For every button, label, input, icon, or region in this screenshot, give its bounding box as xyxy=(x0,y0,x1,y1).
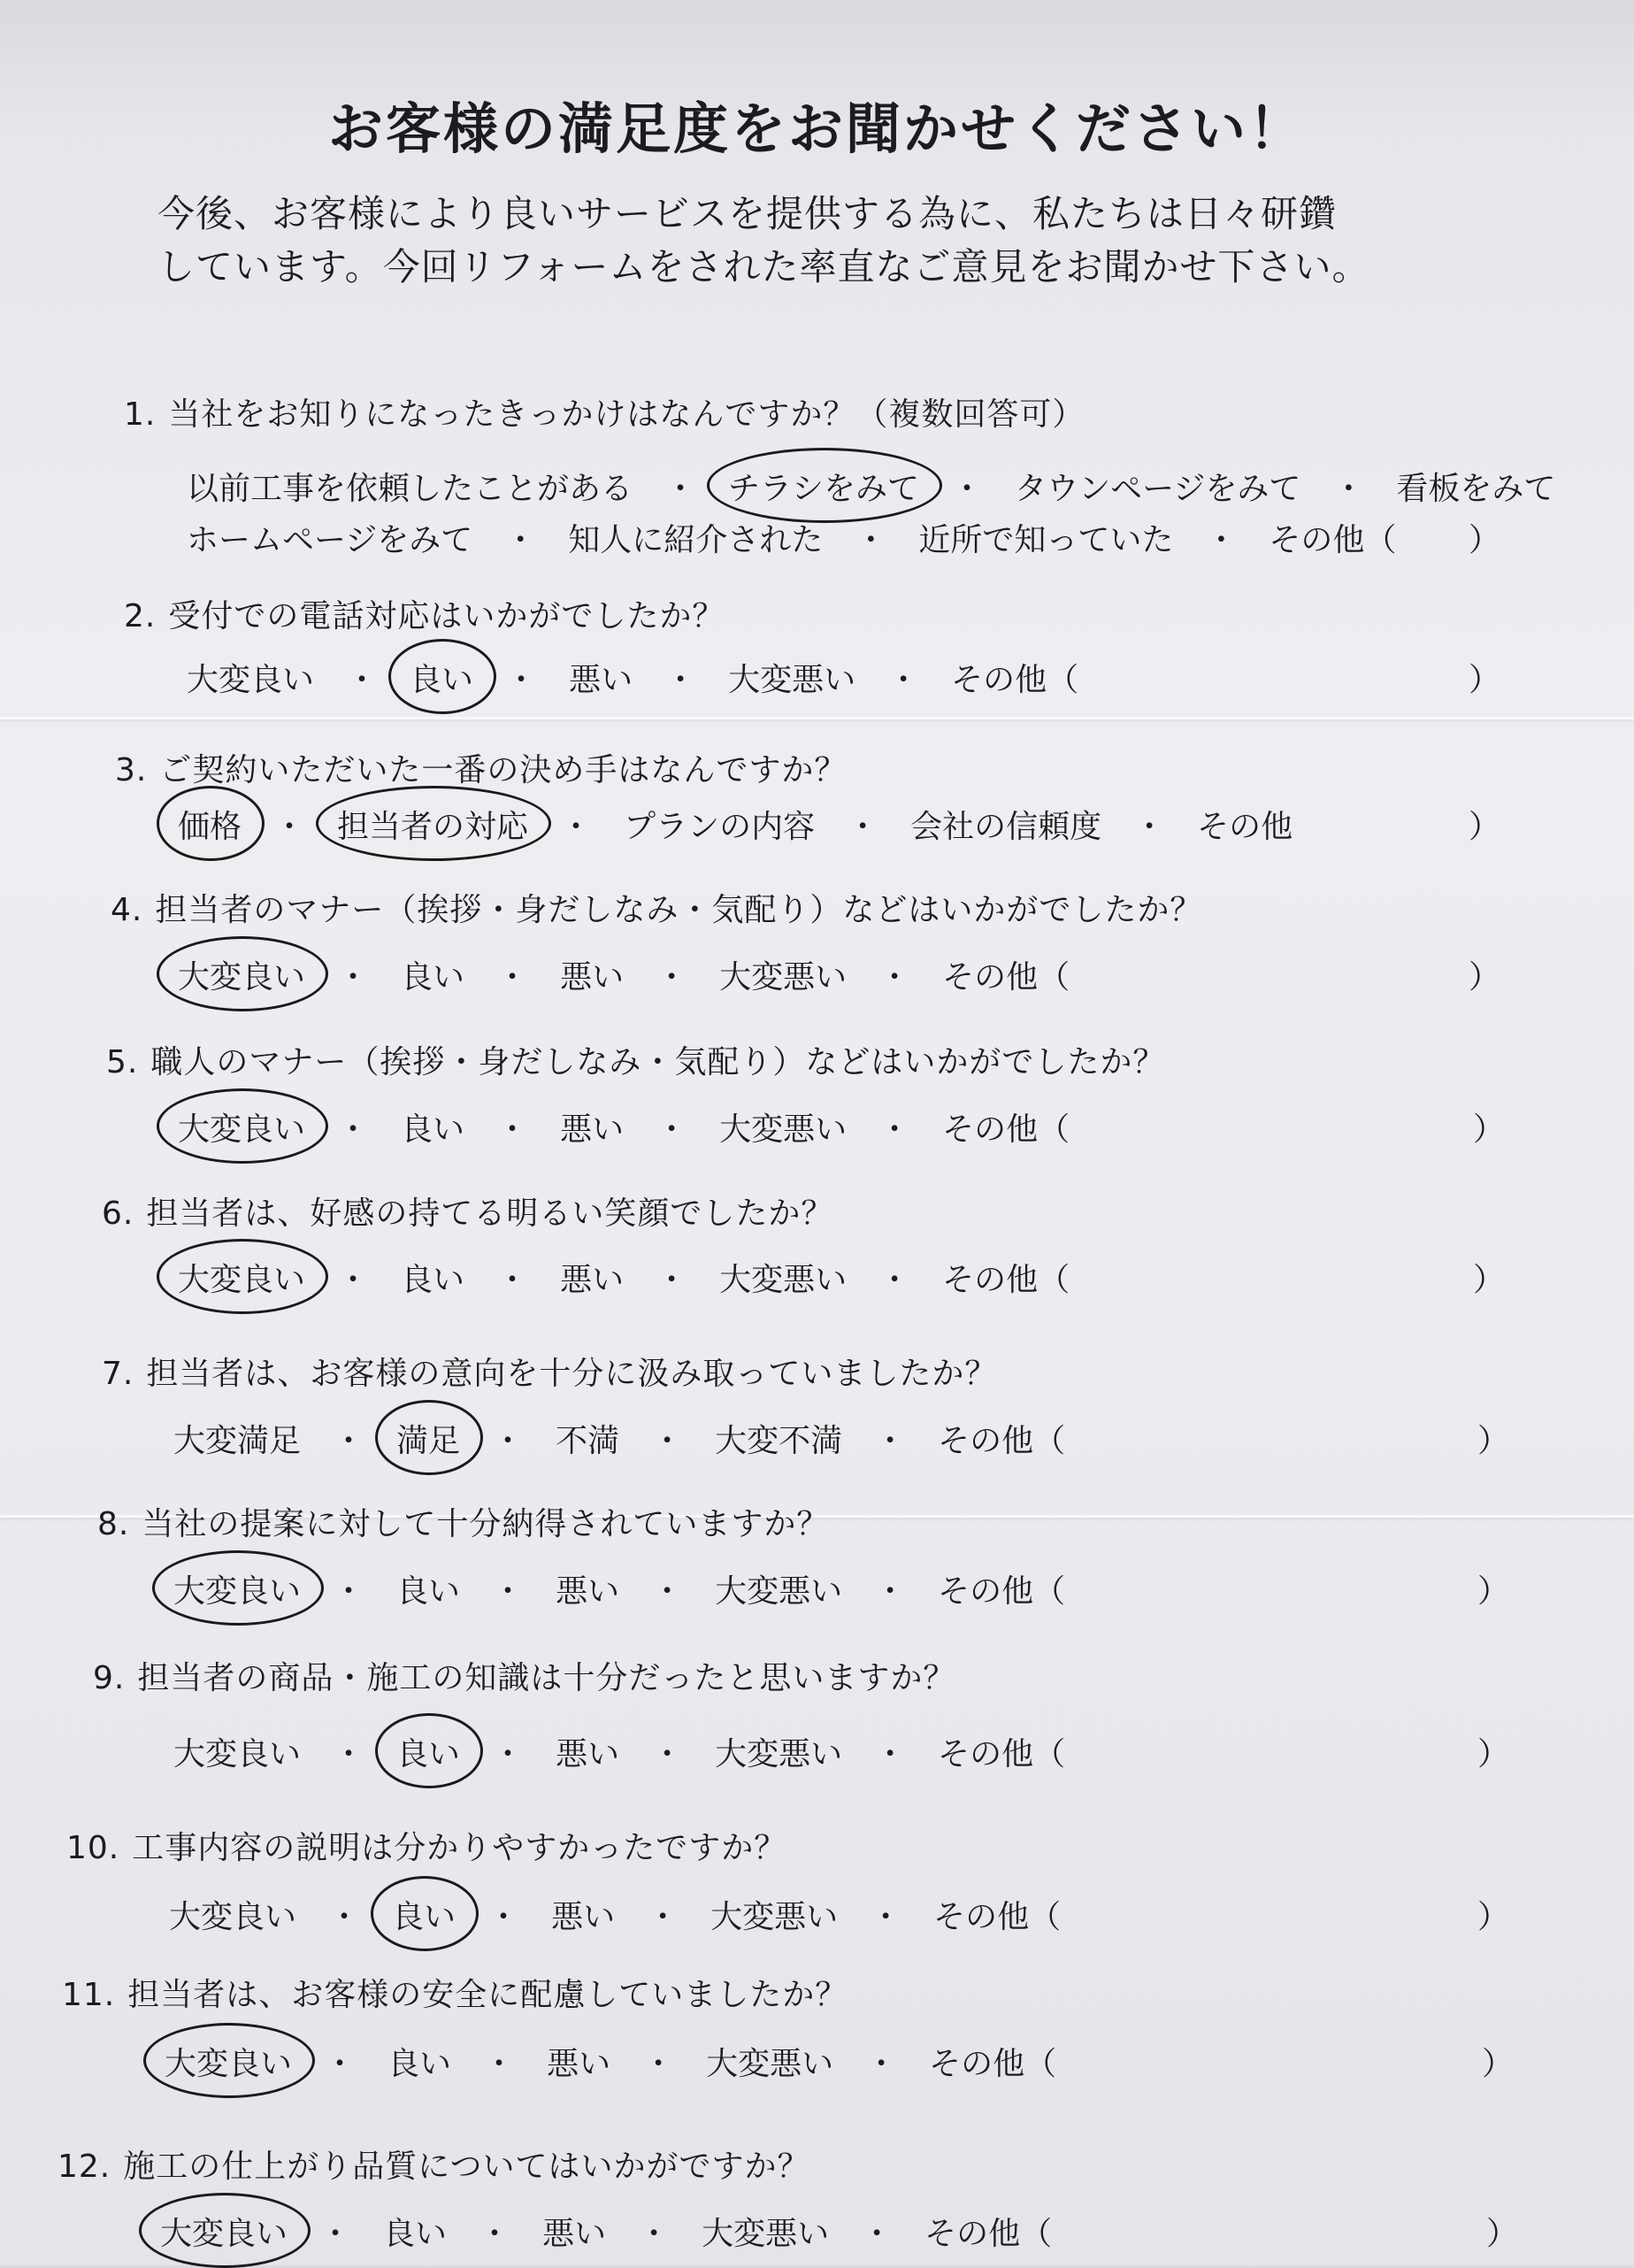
question-text: 当社の提案に対して十分納得されていますか？ xyxy=(142,1506,830,1542)
option-separator: ・ xyxy=(887,662,920,698)
option-separator: ・ xyxy=(504,522,537,558)
option-separator: ・ xyxy=(505,662,538,698)
answer-option[interactable]: 悪い xyxy=(556,1736,620,1772)
option-separator: ・ xyxy=(479,2216,511,2252)
question-text: 担当者は、好感の持てる明るい笑顔でしたか？ xyxy=(146,1196,834,1232)
question-6 xyxy=(102,1188,833,1234)
answer-option[interactable]: 大変悪い xyxy=(719,1262,848,1298)
answer-option-selected[interactable]: 大変良い xyxy=(168,1563,306,1615)
answer-option[interactable]: 大変悪い xyxy=(710,1899,839,1935)
option-separator: ・ xyxy=(333,1736,365,1772)
option-separator: ・ xyxy=(273,809,306,845)
question-3 xyxy=(115,745,847,790)
question-number: 11. xyxy=(62,1977,116,2013)
other-close-paren: ） xyxy=(1477,1899,1510,1935)
answer-option[interactable]: 悪い xyxy=(569,662,633,698)
answer-option[interactable]: 会社の信頼度 xyxy=(910,809,1102,845)
option-separator: ・ xyxy=(861,2216,894,2252)
answer-options-row xyxy=(173,1101,1075,1153)
question-number: 9. xyxy=(93,1660,126,1696)
answer-option-selected[interactable]: 大変良い xyxy=(173,1251,311,1303)
answer-option[interactable]: 大変悪い xyxy=(715,1573,843,1610)
answer-option[interactable]: 大変悪い xyxy=(702,2216,830,2252)
option-separator: ・ xyxy=(337,959,370,996)
answer-option[interactable]: 悪い xyxy=(542,2216,607,2252)
question-text: 担当者のマナー（挨拶・身だしなみ・気配り）などはいかがでしたか？ xyxy=(155,892,1203,928)
option-separator: ・ xyxy=(1332,471,1365,507)
answer-option[interactable]: その他（ xyxy=(942,1262,1070,1298)
option-separator: ・ xyxy=(874,1423,907,1459)
answer-option[interactable]: 悪い xyxy=(560,1262,625,1298)
other-close-paren: ） xyxy=(1469,959,1501,996)
option-separator: ・ xyxy=(346,662,379,698)
answer-option[interactable]: 大変良い xyxy=(187,662,315,698)
question-text: 担当者は、お客様の意向を十分に汲み取っていましたか？ xyxy=(146,1356,998,1392)
answer-option[interactable]: 良い xyxy=(401,959,465,996)
question-number: 2. xyxy=(124,598,157,634)
answer-option[interactable]: 近所で知っていた xyxy=(918,522,1174,558)
answer-option[interactable]: その他（ xyxy=(1269,522,1397,558)
option-separator: ・ xyxy=(865,2046,898,2082)
answer-option[interactable]: その他（ xyxy=(938,1573,1066,1610)
question-number: 5. xyxy=(106,1044,139,1080)
answer-option[interactable]: 大変悪い xyxy=(728,662,856,698)
answer-option-selected[interactable]: 価格 xyxy=(173,798,247,850)
answer-options-row xyxy=(173,1251,1075,1303)
question-2 xyxy=(124,591,725,636)
question-text: 受付での電話対応はいかがでしたか？ xyxy=(168,598,725,634)
answer-options-row xyxy=(159,2035,1062,2087)
option-separator: ・ xyxy=(1205,522,1238,558)
answer-options-row xyxy=(168,1726,1070,1778)
option-separator: ・ xyxy=(847,809,879,845)
paper-fold-line xyxy=(0,717,1634,719)
other-close-paren: ） xyxy=(1469,662,1501,698)
answer-option[interactable]: その他（ xyxy=(942,1111,1070,1148)
question-text: 工事内容の説明は分かりやすかったですか？ xyxy=(132,1830,787,1866)
option-separator: ・ xyxy=(874,1573,907,1610)
option-separator: ・ xyxy=(855,522,887,558)
answer-option[interactable]: 良い xyxy=(383,2216,448,2252)
answer-option-selected[interactable]: 担当者の対応 xyxy=(332,798,533,850)
question-number: 7. xyxy=(102,1356,134,1392)
option-separator: ・ xyxy=(878,1262,911,1298)
question-number: 10. xyxy=(66,1830,120,1866)
other-close-paren: ） xyxy=(1486,2216,1519,2252)
other-close-paren: ） xyxy=(1473,1262,1506,1298)
option-separator: ・ xyxy=(656,1111,688,1148)
option-separator: ・ xyxy=(656,959,688,996)
answer-option[interactable]: 良い xyxy=(401,1262,465,1298)
option-separator: ・ xyxy=(656,1262,688,1298)
question-11 xyxy=(62,1970,848,2015)
option-separator: ・ xyxy=(651,1736,684,1772)
other-close-paren: ） xyxy=(1473,1111,1506,1148)
option-separator: ・ xyxy=(651,1573,684,1610)
answer-option-selected[interactable]: チラシをみて xyxy=(723,460,924,512)
answer-option-selected[interactable]: 大変良い xyxy=(173,1101,311,1153)
question-number: 4. xyxy=(111,892,143,928)
option-separator: ・ xyxy=(664,471,697,507)
answer-option[interactable]: 良い xyxy=(387,2046,452,2082)
option-separator: ・ xyxy=(496,1111,529,1148)
question-text: 担当者は、お客様の安全に配慮していましたか？ xyxy=(127,1977,848,2013)
answer-options-row xyxy=(164,1888,1066,1941)
answer-option[interactable]: その他（ xyxy=(924,2216,1053,2252)
option-separator: ・ xyxy=(638,2216,671,2252)
option-separator: ・ xyxy=(333,1573,365,1610)
option-separator: ・ xyxy=(337,1262,370,1298)
answer-option[interactable]: その他（ xyxy=(933,1899,1062,1935)
answer-options-row xyxy=(155,2205,1057,2257)
answer-option[interactable]: 良い xyxy=(396,1573,461,1610)
answer-option[interactable]: 良い xyxy=(401,1111,465,1148)
option-separator: ・ xyxy=(496,1262,529,1298)
answer-option[interactable]: 大変満足 xyxy=(173,1423,302,1459)
option-separator: ・ xyxy=(328,1899,361,1935)
question-text: 担当者の商品・施工の知識は十分だったと思いますか？ xyxy=(137,1660,956,1696)
option-separator: ・ xyxy=(337,1111,370,1148)
question-1 xyxy=(124,389,1085,434)
option-separator: ・ xyxy=(1133,809,1166,845)
answer-option[interactable]: 悪い xyxy=(560,959,625,996)
option-separator: ・ xyxy=(492,1573,525,1610)
answer-option[interactable]: その他（ xyxy=(929,2046,1057,2082)
answer-option-selected[interactable]: 大変良い xyxy=(155,2205,293,2257)
option-separator: ・ xyxy=(483,2046,516,2082)
option-separator: ・ xyxy=(324,2046,357,2082)
answer-option[interactable]: タウンページをみて xyxy=(1015,471,1301,507)
answer-option[interactable]: その他（ xyxy=(942,959,1070,996)
page-title: お客様の満足度をお聞かせください！ xyxy=(327,96,1306,161)
answer-option[interactable]: その他（ xyxy=(938,1736,1066,1772)
other-close-paren: ） xyxy=(1477,1736,1510,1772)
answer-option[interactable]: 大変良い xyxy=(173,1736,302,1772)
answer-option-selected[interactable]: 良い xyxy=(391,1726,465,1778)
answer-options-row xyxy=(181,460,1561,512)
answer-option[interactable]: 大変悪い xyxy=(715,1736,843,1772)
answer-option[interactable]: その他（ xyxy=(951,662,1079,698)
answer-option-selected[interactable]: 大変良い xyxy=(159,2035,297,2087)
answer-option[interactable]: 大変悪い xyxy=(706,2046,834,2082)
option-separator: ・ xyxy=(951,471,984,507)
answer-option[interactable]: 以前工事を依頼したことがある xyxy=(187,471,633,507)
other-close-paren: ） xyxy=(1477,1423,1510,1459)
answer-option[interactable]: 悪い xyxy=(547,2046,611,2082)
answer-options-row xyxy=(181,511,1401,564)
question-number: 1. xyxy=(124,396,157,433)
answer-option[interactable]: 大変悪い xyxy=(719,1111,848,1148)
option-separator: ・ xyxy=(560,809,593,845)
option-separator: ・ xyxy=(647,1899,679,1935)
answer-option[interactable]: 不満 xyxy=(556,1423,620,1459)
option-separator: ・ xyxy=(651,1423,684,1459)
option-separator: ・ xyxy=(664,662,697,698)
question-7 xyxy=(102,1349,997,1394)
option-separator: ・ xyxy=(487,1899,520,1935)
option-separator: ・ xyxy=(333,1423,365,1459)
option-separator: ・ xyxy=(878,959,911,996)
intro-line: 今後、お客様により良いサービスを提供する為に、私たちは日々研鑽 xyxy=(157,192,1338,235)
question-text: 当社をお知りになったきっかけはなんですか？（複数回答可） xyxy=(168,396,1085,433)
question-number: 8. xyxy=(97,1506,130,1542)
option-separator: ・ xyxy=(874,1736,907,1772)
other-close-paren: ） xyxy=(1482,2046,1515,2082)
other-close-paren: ） xyxy=(1469,809,1501,845)
answer-option[interactable]: 大変悪い xyxy=(719,959,848,996)
answer-option[interactable]: その他（ xyxy=(938,1423,1066,1459)
answer-option-selected[interactable]: 満足 xyxy=(391,1412,465,1465)
question-5 xyxy=(106,1037,1165,1082)
answer-option[interactable]: プランの内容 xyxy=(624,809,816,845)
option-separator: ・ xyxy=(878,1111,911,1148)
question-text: ご契約いただいた一番の決め手はなんですか？ xyxy=(159,752,848,788)
question-4 xyxy=(111,885,1202,930)
option-separator: ・ xyxy=(492,1736,525,1772)
answer-option[interactable]: ホームページをみて xyxy=(187,522,473,558)
answer-options-row xyxy=(173,798,1298,850)
option-separator: ・ xyxy=(496,959,529,996)
other-close-paren: ） xyxy=(1477,1573,1510,1610)
question-10 xyxy=(66,1823,786,1868)
answer-option-selected[interactable]: 良い xyxy=(387,1888,461,1941)
intro-text xyxy=(157,188,1538,294)
answer-option[interactable]: 大変不満 xyxy=(715,1423,843,1459)
question-9 xyxy=(93,1653,955,1698)
answer-option-selected[interactable]: 良い xyxy=(404,651,479,703)
answer-option[interactable]: 大変良い xyxy=(169,1899,297,1935)
other-close-paren: ） xyxy=(1469,522,1501,558)
question-text: 職人のマナー（挨拶・身だしなみ・気配り）などはいかがでしたか？ xyxy=(150,1044,1166,1080)
option-separator: ・ xyxy=(870,1899,902,1935)
answer-options-row xyxy=(181,651,1084,703)
answer-option-selected[interactable]: 大変良い xyxy=(173,949,311,1001)
answer-options-row xyxy=(168,1563,1070,1615)
answer-option[interactable]: その他 xyxy=(1197,809,1293,845)
question-text: 施工の仕上がり品質についてはいかがですか？ xyxy=(123,2149,810,2185)
answer-options-row xyxy=(173,949,1075,1001)
option-separator: ・ xyxy=(319,2216,352,2252)
option-separator: ・ xyxy=(492,1423,525,1459)
answer-option[interactable]: 看板をみて xyxy=(1396,471,1556,507)
answer-options-row xyxy=(168,1412,1070,1465)
option-separator: ・ xyxy=(642,2046,675,2082)
answer-option[interactable]: 知人に紹介された xyxy=(568,522,824,558)
question-number: 12. xyxy=(58,2149,111,2185)
answer-option[interactable]: 悪い xyxy=(556,1573,620,1610)
question-12 xyxy=(58,2141,810,2187)
answer-option[interactable]: 悪い xyxy=(560,1111,625,1148)
question-8 xyxy=(97,1499,829,1544)
question-number: 3. xyxy=(115,752,148,788)
intro-line: しています。今回リフォームをされた率直なご意見をお聞かせ下さい。 xyxy=(157,245,1370,288)
answer-option[interactable]: 悪い xyxy=(551,1899,616,1935)
question-number: 6. xyxy=(102,1196,134,1232)
